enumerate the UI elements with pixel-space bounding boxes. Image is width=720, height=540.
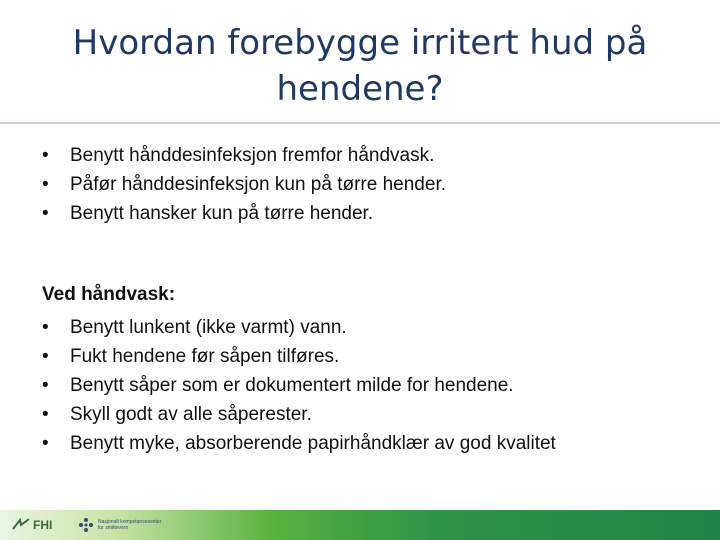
list-item [42,400,556,429]
list-item-text: Benytt hånddesinfeksjon fremfor håndvask. [70,145,435,166]
list-item-text: Benytt lunkent (ikke varmt) vann. [70,317,347,338]
bullet-icon: • [42,375,49,396]
list-item-text: Benytt hansker kun på tørre hender. [70,203,374,224]
bullet-icon: • [42,433,49,454]
logo-line-2: for smittevern [98,525,129,531]
list-item [42,170,446,199]
list-item [42,141,446,170]
bullet-icon: • [42,174,49,195]
list-item [42,429,556,458]
title-divider [0,122,720,124]
list-item-text: Fukt hendene før såpen tilføres. [70,346,340,367]
bullet-list-handwash [42,313,556,458]
section-heading: Ved håndvask: [42,284,176,305]
bullet-icon: • [42,404,49,425]
bullet-icon: • [42,346,49,367]
list-item [42,342,556,371]
bullet-list-general [42,141,446,228]
list-item-text: Skyll godt av alle såperester. [70,404,312,425]
competence-center-logo [78,516,161,534]
slide-title: Hvordan forebygge irritert hud på hendene? [72,23,648,109]
list-item-text: Benytt myke, absorberende papirhåndklær av god kvalitet [70,433,556,454]
bullet-icon: • [42,317,49,338]
competence-center-text [98,519,161,531]
fhi-logo-text: FHI [33,518,53,532]
list-item [42,313,556,342]
list-item [42,371,556,400]
fhi-logo [12,516,52,534]
list-item [42,199,446,228]
list-item-text: Påfør hånddesinfeksjon kun på tørre hender. [70,174,447,195]
list-item-text: Benytt såper som er dokumentert milde for hendene. [70,375,514,396]
dots-logo-icon [78,517,94,533]
logo-line-1: Nasjonalt kompetansesenter [98,519,162,525]
bullet-icon: • [42,145,49,166]
footer-bar [0,510,720,540]
fhi-logo-icon [12,517,30,533]
bullet-icon: • [42,203,49,224]
